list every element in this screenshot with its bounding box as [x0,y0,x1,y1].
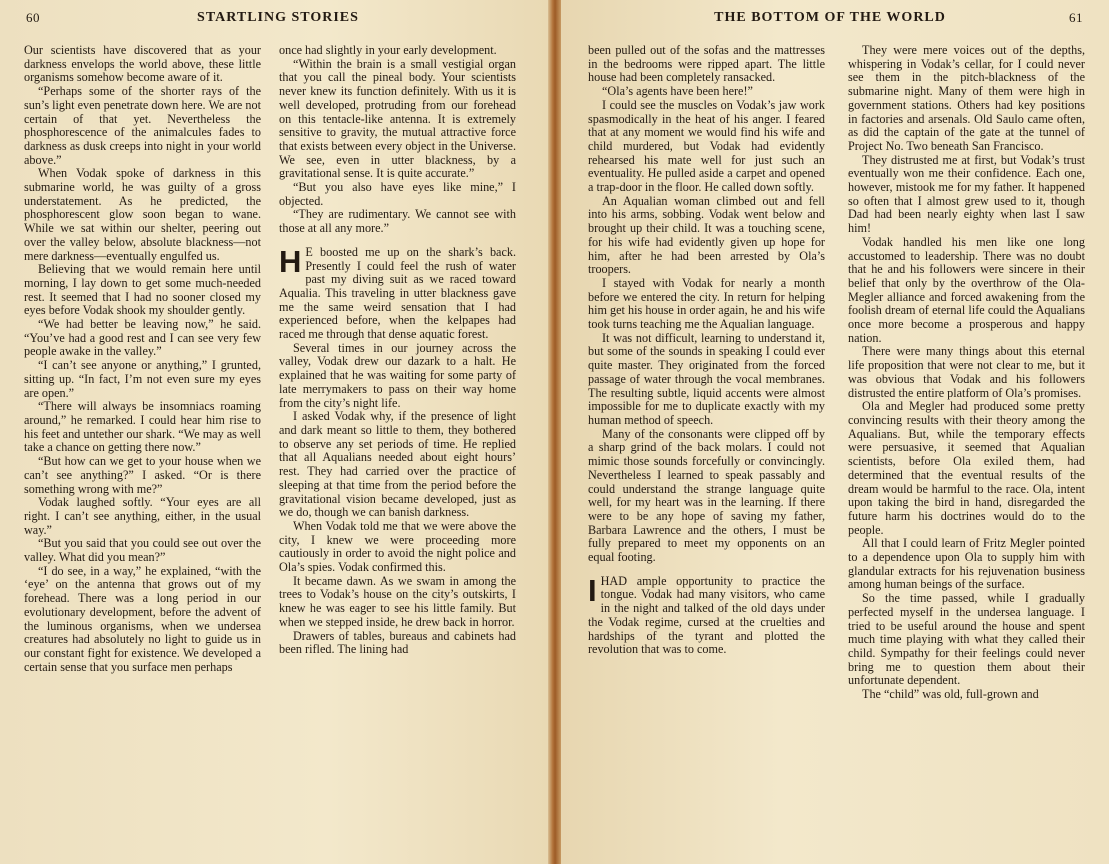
paragraph: An Aqualian woman climbed out and fell into his arms, sobbing. Vodak went below and brought up their child. It was a touching scene, for his wife had evidently given up hope for him, after he had been arrested by Ola’s troopers. [588,193,825,277]
paragraph: “But how can we get to your house when we can’t see anything?” I asked. “Or is there something wrong with me?” [24,454,261,496]
paragraph: The “child” was old, full-grown and [862,687,1039,702]
paragraph: I could see the muscles on Vodak’s jaw work spasmodically in the heat of his anger. I feared that at any moment we would find his wife and child murdered, but Vodak had evidently rehearsed his mate well for just such an eventuality. He pulled aside a carpet and opened a trap-door in the floor. He called down softly. [588,97,825,195]
paragraph: once had slightly in your early development. [279,44,497,57]
paragraph: “But you also have eyes like mine,” I objected. [279,180,516,208]
paragraph: “There will always be insomniacs roaming around,” he remarked. I could hear him rise to his feet and untether our shark. “We may as well take a chance on getting there now.” [24,399,261,455]
paragraph: Many of the consonants were clipped off by a sharp grind of the back molars. I could not mimic those sounds forcefully or convincingly. Nevertheless I learned to speak passably and could understand the strange language quite well, for my heart was in the learning. If there were to be any hope of saving my father, Barbara Lawrence and the others, I must be fully prepared to meet my opponents on an equal footing. [588,426,825,565]
paragraph: Ola and Megler had produced some pretty convincing results with their theory among the Aqualians. But, while the temporary effects were persuasive, it seemed that Aqualian scientists, before Ola exiled them, had determined that the eventual results of the dream would be harmful to the race. Ola, intent upon taking the bird in hand, disregarded the future harm his doctrines would do to the people. [848,399,1085,537]
paragraph: There were many things about this eternal life proposition that were not clear to me, but it was obvious that Vodak and his followers distrusted the entire platform of Ola’s promises. [848,344,1085,400]
paragraph: So the time passed, while I gradually perfected myself in the undersea language. I tried to be useful around the house and spent much time playing with what they called their child. Sympathy for their feelings could never bring me to question them about their unfortunate dependent. [848,591,1085,688]
left-page [0,0,548,864]
paragraph: Several times in our journey across the valley, Vodak drew our dazark to a halt. He explained that he was waiting for some party of late merrymakers to pass on their way home from the city’s night life. [279,340,516,410]
paragraph: I stayed with Vodak for nearly a month before we entered the city. In return for helping him get his house in order again, he and his wife took turns teaching me the Aqualian language. [588,275,825,332]
dropcap-paragraph-text: HAD ample opportunity to practice the tongue. Vodak had many visitors, who came in the night and talked of the old days under the Vodak regime, cursed at the cruelties and hardships of the tyrant and plotted the revolution that was to come. [588,573,825,657]
paragraph: Vodak handled his men like one long accustomed to leadership. There was no doubt that he and his followers were sincere in their belief that only by the overthrow of the Ola-Megler alliance and forced awakening from the foolish dream of eternal life could the Aqualians once more become a prosperous and happy nation. [848,234,1085,345]
paragraph: When Vodak spoke of darkness in this submarine world, he was guilty of a gross understatement. As he predicted, the phosphorescent glow soon began to wane. While we sat within our shelter, peering out over the valley below, absolute blackness—not mere darkness—eventually engulfed us. [24,166,261,263]
drop-cap: H [279,243,302,279]
paragraph: They were mere voices out of the depths, whispering in Vodak’s cellar, for I could never see them in the pitch-blackness of the submarine night. Many of them were high in government stations. Others had key positions in factories and arsenals. Old Saulo came often, as did the captain of the gate at the tunnel of Project No. Two beneath San Francisco. [848,44,1085,153]
paragraph: “Within the brain is a small vestigial organ that you call the pineal body. Your scientists never knew its function definitely. With us it is well developed, protruding from our forehead on this tentacle-like antenna. It is extremely sensitive to gravity, the mutual attractive force that exists between every object in the Universe. We see, even in utter blackness, by a gravitational sense. It is quite accurate.” [279,56,516,181]
left-page-number: 60 [26,10,40,25]
paragraph: They distrusted me at first, but Vodak’s trust eventually won me their confidence. Each one, however, mistook me for my father. It happened so often that I almost grew used to it, though Dad had been nearly eighty when last I saw him! [848,152,1085,236]
paragraph: “Ola’s agents have been here!” [602,84,753,99]
spine-gutter [548,0,561,864]
right-running-title: THE BOTTOM OF THE WORLD [714,10,946,25]
paragraph: I asked Vodak why, if the presence of light and dark meant so little to them, they bothered to observe any set periods of time. He replied that all Aqualians needed about eight hours’ rest. They had carried over the practice of sleeping at that time from the period before the gravitational vision became developed, just as we do, though we can banish darkness. [279,409,516,520]
paragraph: “I can’t see anyone or anything,” I grunted, sitting up. “In fact, I’m not even sure my eyes are open.” [24,358,261,400]
paragraph: Drawers of tables, bureaus and cabinets had been rifled. The lining had [279,628,516,657]
right-column-1 [588,44,825,844]
paragraph: Vodak laughed softly. “Your eyes are all right. I can’t see anything, either, in the usual way.” [24,495,261,537]
paragraph: “We had better be leaving now,” he said. “You’ve had a good rest and I can see very few people awake in the valley.” [24,317,261,359]
paragraph: All that I could learn of Fritz Megler pointed to a dependence upon Ola to supply him with glandular extracts for his rejuvenation business among human beings of the surface. [848,536,1085,592]
right-running-head [577,10,1083,30]
paragraph: It was not difficult, learning to understand it, but some of the sounds in speaking I could ever quite master. They originated from the forced passage of water through the vocal membranes. The resulting subtle, liquid accents were almost impossible for me to duplicate exactly with my human method of speech. [588,330,825,427]
paragraph: “But you said that you could see out over the valley. What did you mean?” [24,536,261,565]
right-column-2 [848,44,1085,844]
dropcap-paragraph-text: E boosted me up on the shark’s back. Presently I could feel the rush of water past my diving suit as we raced toward Aqualia. This traveling in utter blackness gave me the same weird sensation that I had experienced before, when the kelpapes had raced me through that dense aquatic forest. [279,244,516,342]
drop-cap: I [588,572,597,608]
right-page-number: 61 [1069,10,1083,25]
left-column-1 [24,44,261,844]
dropcap-paragraph [279,243,516,342]
left-running-title: STARTLING STORIES [197,10,359,25]
left-running-head [26,10,530,30]
paragraph: It became dawn. As we swam in among the trees to Vodak’s house on the city’s outskirts, I knew he was eager to see his little family. But when we stepped inside, he drew back in horror. [279,573,516,629]
left-column-2 [279,44,516,844]
dropcap-paragraph [588,572,825,657]
paragraph: been pulled out of the sofas and the mattresses in the bedrooms were ripped apart. The little house had been completely ransacked. [588,44,825,85]
paragraph: “Perhaps some of the shorter rays of the sun’s light even penetrate down here. We are not certain of that yet. Nevertheless the phosphorescence of the animalcules fades to darkness as dusk creeps into night in your world above.” [24,84,261,167]
right-page [561,0,1109,864]
paragraph: “They are rudimentary. We cannot see with those at all any more.” [279,207,516,236]
paragraph: “I do see, in a way,” he explained, “with the ‘eye’ on the antenna that grows out of my forehead. There was a long period in our evolutionary development, before the advent of the luminous organisms, when we undersea creatures had absolutely no light to guide us in our constant fight for existence. We developed a certain sense that you surface men perhaps [24,563,261,674]
paragraph: When Vodak told me that we were above the city, I knew we were proceeding more cautiously in order to avoid the night police and Ola’s spies. Vodak confirmed this. [279,518,516,575]
paragraph: Believing that we would remain here until morning, I lay down to get some much-needed rest. It seemed that I had no sooner closed my eyes before Vodak shook my shoulder gently. [24,262,261,318]
paragraph: Our scientists have discovered that as your darkness envelops the world above, these little organisms somehow become aware of it. [24,44,261,85]
